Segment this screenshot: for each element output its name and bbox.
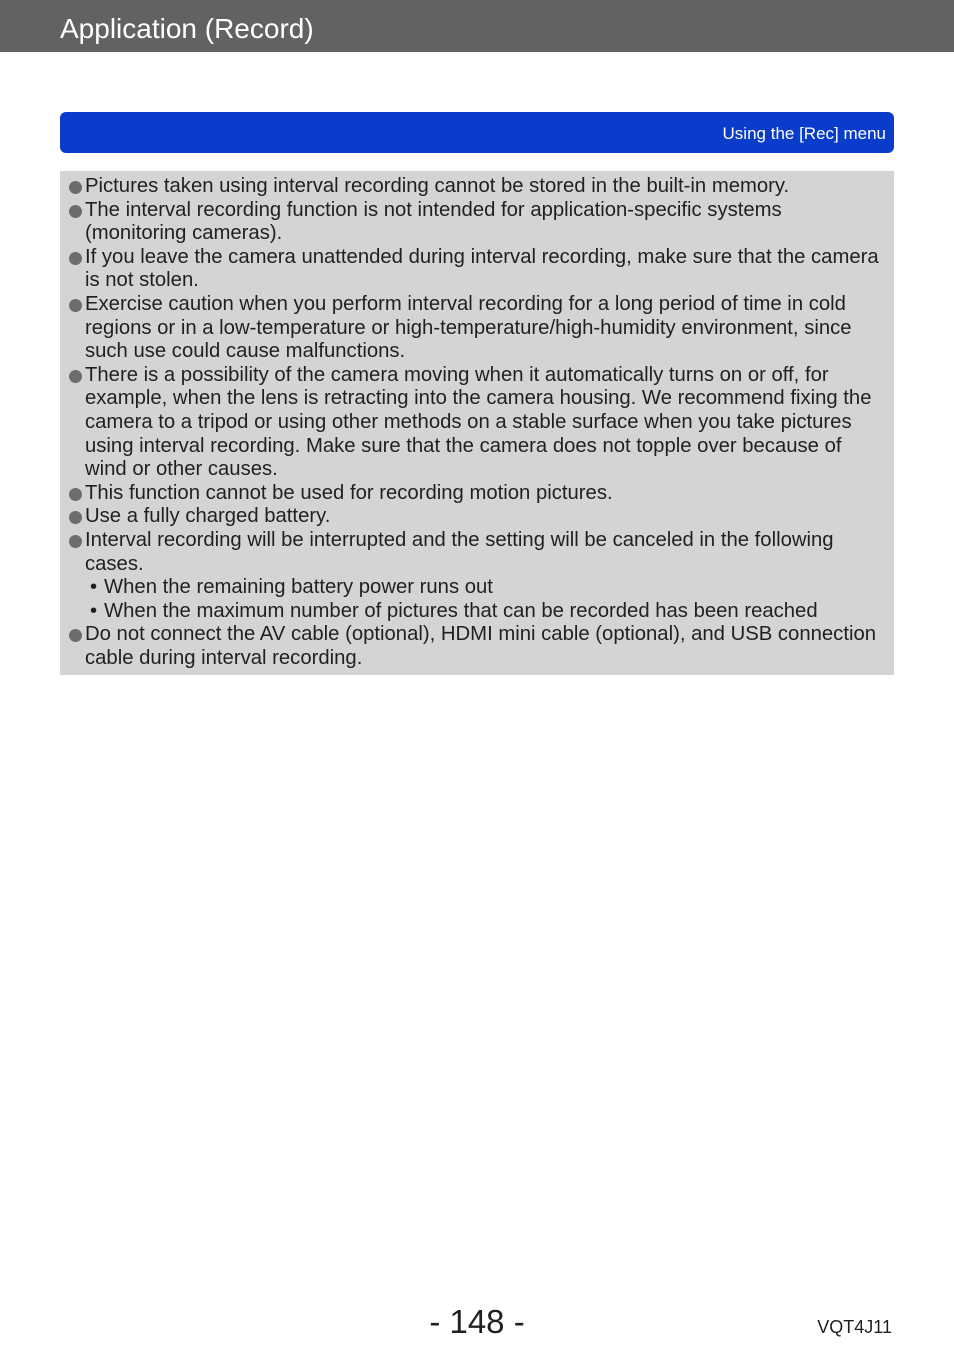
dot-icon: • xyxy=(90,599,98,622)
note-item xyxy=(68,482,886,506)
sub-note-text: When the maximum number of pictures that can be recorded has been reached xyxy=(104,599,818,622)
sub-note-item xyxy=(68,576,886,600)
dot-icon: • xyxy=(90,576,98,599)
bullet-icon xyxy=(69,511,82,524)
note-text: This function cannot be used for recording motion pictures. xyxy=(85,481,613,504)
section-label: Using the [Rec] menu xyxy=(722,124,886,143)
note-text: Interval recording will be interrupted and the setting will be canceled in the following cases. xyxy=(85,528,834,575)
sub-note-text: When the remaining battery power runs out xyxy=(104,576,493,599)
bullet-icon xyxy=(69,535,82,548)
note-text: There is a possibility of the camera moving when it automatically turns on or off, for example, when the lens is retracting into the camera housing. We recommend fixing the camera to a tripod or using other methods on a stable surface when you take pictures using interval recording. Make sure that the camera does not topple over because of wind or other causes. xyxy=(85,363,872,481)
bullet-icon xyxy=(69,299,82,312)
section-bar xyxy=(60,112,894,153)
bullet-icon xyxy=(69,629,82,642)
note-text: The interval recording function is not intended for application-specific systems (monitoring cameras). xyxy=(85,198,782,245)
bullet-icon xyxy=(69,252,82,265)
note-text: Exercise caution when you perform interval recording for a long period of time in cold regions or in a low-temperature or high-temperature/high-humidity environment, since such use could cause malfunctions. xyxy=(85,292,852,363)
bullet-icon xyxy=(69,370,82,383)
bullet-icon xyxy=(69,205,82,218)
note-text: Use a fully charged battery. xyxy=(85,505,331,528)
note-text: If you leave the camera unattended during interval recording, make sure that the camera is not stolen. xyxy=(85,245,879,292)
note-item xyxy=(68,293,886,364)
page-title: Application (Record) xyxy=(60,13,314,44)
page-number: - 148 - xyxy=(429,1303,525,1340)
note-item xyxy=(68,246,886,293)
bullet-icon xyxy=(69,181,82,194)
note-text: Do not connect the AV cable (optional), HDMI mini cable (optional), and USB connection cable during interval recording. xyxy=(85,623,877,669)
notes-box xyxy=(60,171,894,675)
note-item xyxy=(68,505,886,529)
note-text: Pictures taken using interval recording cannot be stored in the built-in memory. xyxy=(85,175,790,197)
bullet-icon xyxy=(69,488,82,501)
note-item xyxy=(68,623,886,670)
note-item xyxy=(68,199,886,246)
note-item xyxy=(68,529,886,576)
note-item xyxy=(68,175,886,199)
page-header xyxy=(0,0,954,52)
model-code: VQT4J11 xyxy=(817,1317,892,1337)
sub-note-item xyxy=(68,600,886,624)
note-item xyxy=(68,364,886,482)
